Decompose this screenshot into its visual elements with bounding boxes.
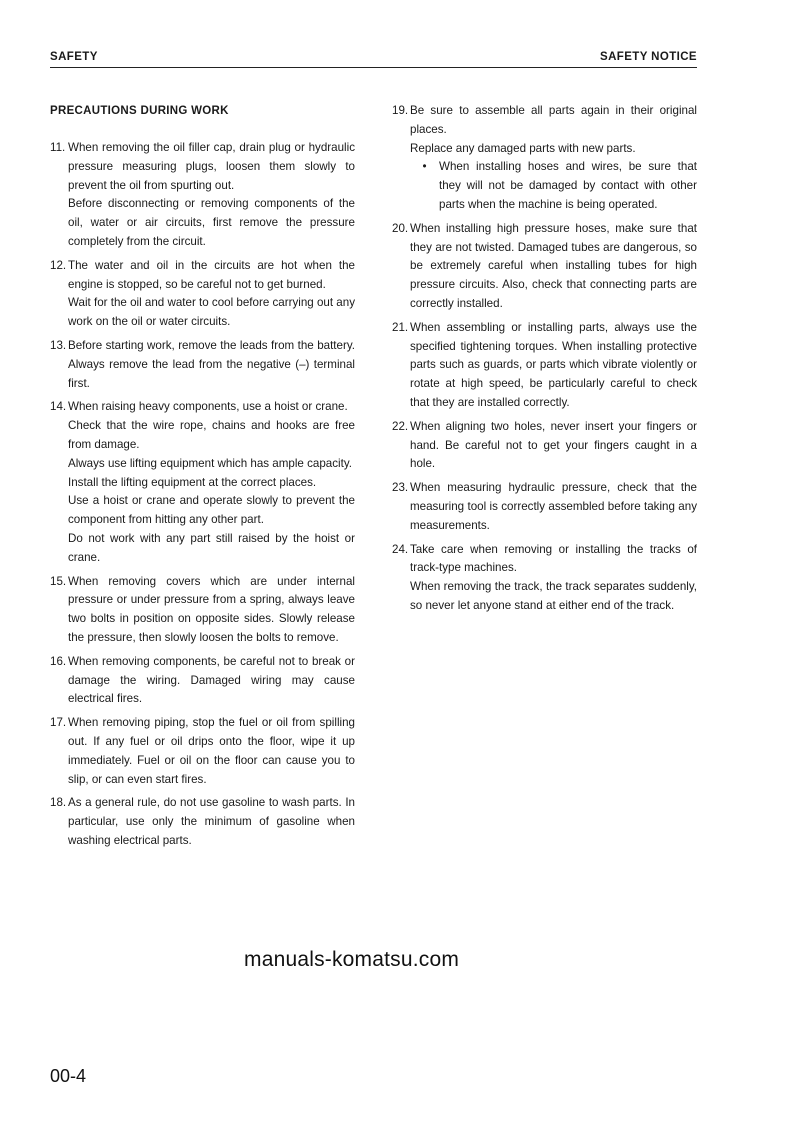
item-paragraph: Be sure to assemble all parts again in their original places. — [410, 104, 697, 136]
numbered-item — [392, 319, 697, 413]
numbered-item — [50, 653, 355, 709]
item-number: 20. — [392, 221, 409, 235]
section-title: PRECAUTIONS DURING WORK — [50, 105, 229, 117]
numbered-item — [50, 398, 355, 567]
item-paragraph: Install the lifting equipment at the correct places. — [68, 475, 317, 489]
item-paragraph: Check that the wire rope, chains and hooks are free from damage. — [68, 419, 355, 451]
item-paragraph: When raising heavy components, use a hoist or crane. — [68, 400, 348, 414]
item-paragraph: When installing high pressure hoses, make sure that they are not twisted. Damaged tubes are dangerous, so be extremely careful when installing tubes for high pressure circuits. Also, check that connecting parts are correctly installed. — [410, 221, 697, 310]
header-rule — [50, 67, 697, 68]
item-body — [68, 573, 355, 648]
right-item-list — [392, 102, 697, 616]
item-number: 14. — [50, 400, 67, 414]
item-number: 24. — [392, 542, 409, 556]
item-body — [410, 541, 697, 616]
item-number: 12. — [50, 258, 67, 272]
bullet-text: When installing hoses and wires, be sure that they will not be damaged by contact with other parts when the machine is being operated. — [439, 160, 697, 211]
item-paragraph: When removing components, be careful not to break or damage the wiring. Damaged wiring may cause electrical fires. — [68, 654, 355, 706]
left-column — [50, 102, 355, 856]
item-number: 23. — [392, 481, 409, 495]
item-paragraph: When removing piping, stop the fuel or oil from spilling out. If any fuel or oil drips onto the floor, wipe it up immediately. Fuel or oil on the floor can cause you to slip, or can even start fires. — [68, 716, 355, 786]
item-paragraph: When removing covers which are under internal pressure or under pressure from a spring, always leave two bolts in position on opposite sides. Slowly release the pressure, then slowly loosen the bolts to remove. — [68, 574, 355, 644]
item-number: 16. — [50, 654, 67, 668]
item-paragraph: When removing the oil filler cap, drain plug or hydraulic pressure measuring plugs, loosen them slowly to prevent the oil from spurting out. — [68, 141, 355, 192]
item-number: 13. — [50, 338, 67, 352]
item-body — [410, 479, 697, 535]
item-body — [68, 653, 355, 709]
item-paragraph: Before starting work, remove the leads from the battery. Always remove the lead from the negative (–) terminal first. — [68, 338, 355, 390]
header-section-label: SAFETY — [50, 51, 98, 63]
item-body — [68, 257, 355, 332]
right-column — [392, 102, 697, 621]
item-number: 22. — [392, 419, 409, 433]
item-paragraph: Always use lifting equipment which has ample capacity. — [68, 456, 352, 470]
bullet-dot-icon: • — [422, 160, 427, 174]
item-number: 11. — [50, 141, 66, 154]
numbered-item — [392, 541, 697, 616]
item-paragraph: Take care when removing or installing the tracks of track-type machines. — [410, 542, 697, 575]
item-paragraph: When measuring hydraulic pressure, check that the measuring tool is correctly assembled before taking any measurements. — [410, 481, 697, 532]
item-paragraph: Wait for the oil and water to cool before carrying out any work on the oil or water circuits. — [68, 296, 355, 329]
numbered-item — [392, 102, 697, 215]
item-body — [68, 398, 355, 567]
item-body — [68, 714, 355, 789]
watermark: manuals-komatsu.com — [244, 948, 460, 971]
item-paragraph: When assembling or installing parts, always use the specified tightening torques. When installing protective parts such as guards, or parts which vibrate violently or rotate at high speed, be particularly careful to check that they are installed correctly. — [410, 320, 697, 409]
item-number: 17. — [50, 716, 67, 730]
left-item-list — [50, 139, 355, 851]
numbered-item — [392, 418, 697, 474]
numbered-item — [50, 257, 355, 332]
item-body — [410, 319, 697, 413]
item-paragraph: Use a hoist or crane and operate slowly to prevent the component from hitting any other part. — [68, 494, 355, 527]
item-paragraph: When aligning two holes, never insert your fingers or hand. Be careful not to get your fingers caught in a hole. — [410, 419, 697, 471]
numbered-item — [50, 573, 355, 648]
item-paragraph: Do not work with any part still raised by the hoist or crane. — [68, 531, 355, 564]
item-body — [410, 220, 697, 314]
numbered-item — [50, 337, 355, 393]
header-page-title: SAFETY NOTICE — [600, 51, 697, 63]
numbered-item — [50, 714, 355, 789]
item-number: 21. — [392, 320, 409, 334]
item-number: 18. — [50, 796, 67, 810]
numbered-item — [50, 794, 355, 850]
item-paragraph: Before disconnecting or removing components of the oil, water or air circuits, first remove the pressure completely from the circuit. — [68, 197, 355, 248]
page-number: 00-4 — [50, 1066, 87, 1086]
item-body — [68, 139, 355, 252]
numbered-item — [392, 220, 697, 314]
numbered-item — [392, 479, 697, 535]
item-body — [68, 794, 355, 850]
item-number: 15. — [50, 574, 67, 588]
bullet-point — [410, 158, 697, 214]
item-number: 19. — [392, 104, 409, 117]
item-body — [410, 102, 697, 215]
item-paragraph: The water and oil in the circuits are hot when the engine is stopped, so be careful not to get burned. — [68, 258, 355, 291]
item-body — [410, 418, 697, 474]
item-paragraph: As a general rule, do not use gasoline to wash parts. In particular, use only the minimum of gasoline when washing electrical parts. — [68, 796, 355, 847]
item-paragraph: When removing the track, the track separates suddenly, so never let anyone stand at either end of the track. — [410, 580, 697, 612]
item-paragraph: Replace any damaged parts with new parts. — [410, 141, 636, 155]
numbered-item — [50, 139, 355, 252]
item-body — [68, 337, 355, 393]
